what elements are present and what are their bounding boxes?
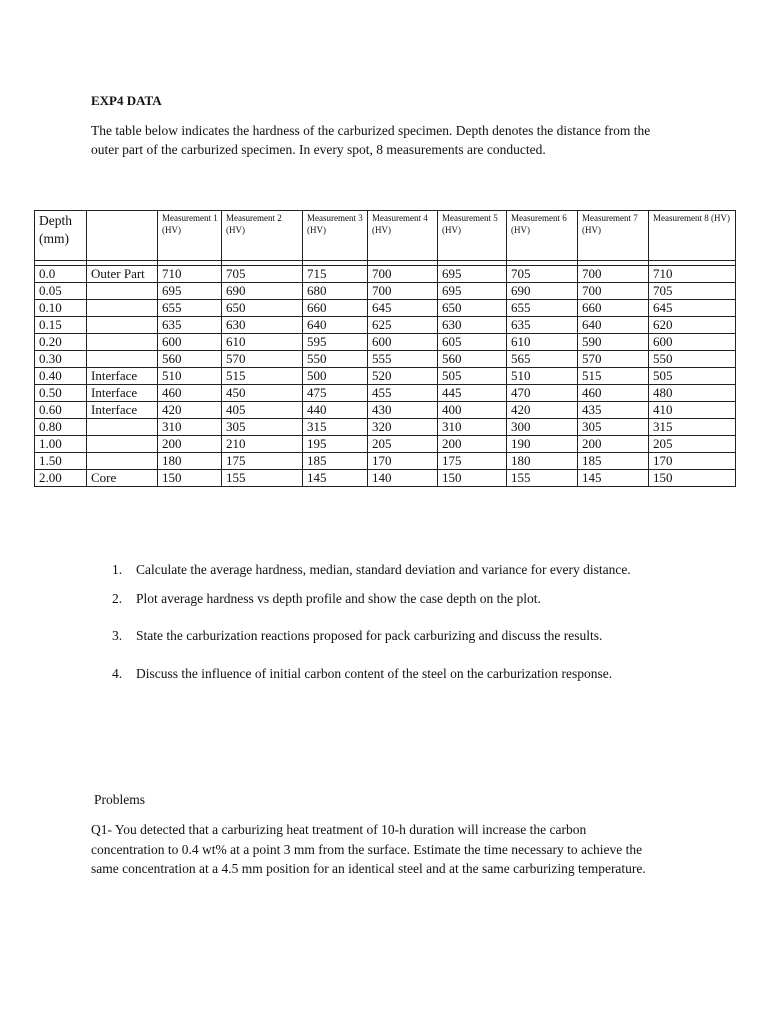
- table-cell: 660: [303, 300, 368, 317]
- table-row: [35, 351, 736, 368]
- table-cell: [87, 351, 158, 368]
- table-cell: 305: [222, 419, 303, 436]
- table-cell: 315: [649, 419, 736, 436]
- table-cell: 510: [507, 368, 578, 385]
- table-row: [35, 266, 736, 283]
- table-cell: Interface: [87, 402, 158, 419]
- column-header: Measurement 1 (HV): [158, 211, 222, 261]
- table-cell: 600: [158, 334, 222, 351]
- table-cell: 705: [507, 266, 578, 283]
- table-cell: 185: [578, 453, 649, 470]
- table-row: [35, 300, 736, 317]
- table-cell: 145: [303, 470, 368, 487]
- table-cell: 2.00: [35, 470, 87, 487]
- table-cell: 0.0: [35, 266, 87, 283]
- table-cell: 500: [303, 368, 368, 385]
- table-body: [35, 266, 736, 487]
- hardness-table: [34, 210, 736, 487]
- table-cell: 700: [578, 266, 649, 283]
- table-cell: 300: [507, 419, 578, 436]
- question-text: Plot average hardness vs depth profile and show the case depth on the plot.: [136, 591, 541, 606]
- table-cell: 0.10: [35, 300, 87, 317]
- table-cell: 200: [158, 436, 222, 453]
- table-cell: 655: [507, 300, 578, 317]
- table-cell: 0.30: [35, 351, 87, 368]
- table-cell: 560: [438, 351, 507, 368]
- table-cell: 630: [222, 317, 303, 334]
- table-cell: 480: [649, 385, 736, 402]
- column-header: Measurement 6 (HV): [507, 211, 578, 261]
- table-cell: 310: [438, 419, 507, 436]
- table-cell: 715: [303, 266, 368, 283]
- question-number: 2.: [112, 591, 123, 606]
- table-cell: 600: [368, 334, 438, 351]
- question-item: [109, 626, 679, 645]
- table-row: [35, 436, 736, 453]
- table-cell: 550: [303, 351, 368, 368]
- table-row: [35, 419, 736, 436]
- table-cell: 420: [507, 402, 578, 419]
- table-cell: 145: [578, 470, 649, 487]
- column-header: Measurement 2 (HV): [222, 211, 303, 261]
- table-cell: 0.20: [35, 334, 87, 351]
- table-cell: 0.05: [35, 283, 87, 300]
- table-cell: 150: [649, 470, 736, 487]
- table-row: [35, 317, 736, 334]
- table-cell: 700: [368, 266, 438, 283]
- table-cell: 550: [649, 351, 736, 368]
- table-cell: 680: [303, 283, 368, 300]
- table-cell: 695: [438, 283, 507, 300]
- table-row: [35, 283, 736, 300]
- table-cell: 690: [507, 283, 578, 300]
- table-cell: 640: [578, 317, 649, 334]
- table-cell: 700: [368, 283, 438, 300]
- table-cell: 410: [649, 402, 736, 419]
- table-cell: 450: [222, 385, 303, 402]
- table-cell: 470: [507, 385, 578, 402]
- intro-paragraph: The table below indicates the hardness of the carburized specimen. Depth denotes the distance from the outer part of the carburized specimen. In every spot, 8 measurements are conducted.: [91, 123, 651, 157]
- table-cell: 305: [578, 419, 649, 436]
- table-cell: 460: [578, 385, 649, 402]
- table-cell: 710: [649, 266, 736, 283]
- column-header: Measurement 8 (HV): [649, 211, 736, 261]
- table-cell: Core: [87, 470, 158, 487]
- table-header-row: [35, 211, 736, 261]
- table-cell: 690: [222, 283, 303, 300]
- table-row: [35, 368, 736, 385]
- table-cell: 420: [158, 402, 222, 419]
- problems-heading: Problems: [94, 792, 146, 807]
- table-cell: 430: [368, 402, 438, 419]
- table-cell: 570: [222, 351, 303, 368]
- table-cell: 475: [303, 385, 368, 402]
- table-cell: 0.60: [35, 402, 87, 419]
- document-title: EXP4 DATA: [91, 93, 162, 108]
- column-header: Measurement 4 (HV): [368, 211, 438, 261]
- table-cell: 700: [578, 283, 649, 300]
- table-cell: 205: [368, 436, 438, 453]
- table-cell: 0.15: [35, 317, 87, 334]
- table-cell: 190: [507, 436, 578, 453]
- table-cell: 650: [222, 300, 303, 317]
- table-cell: 175: [222, 453, 303, 470]
- column-header: Depth (mm): [35, 211, 87, 261]
- table-cell: 195: [303, 436, 368, 453]
- table-cell: 515: [578, 368, 649, 385]
- table-cell: 555: [368, 351, 438, 368]
- table-cell: 610: [507, 334, 578, 351]
- table-cell: 440: [303, 402, 368, 419]
- table-cell: 200: [578, 436, 649, 453]
- table-cell: 620: [649, 317, 736, 334]
- table-cell: 1.00: [35, 436, 87, 453]
- column-header: Measurement 3 (HV): [303, 211, 368, 261]
- table-cell: 660: [578, 300, 649, 317]
- table-cell: 635: [158, 317, 222, 334]
- table-cell: 705: [222, 266, 303, 283]
- table-cell: 695: [158, 283, 222, 300]
- table-cell: 175: [438, 453, 507, 470]
- table-cell: 520: [368, 368, 438, 385]
- table-row: [35, 453, 736, 470]
- table-cell: 630: [438, 317, 507, 334]
- table-cell: [87, 334, 158, 351]
- question-text: Discuss the influence of initial carbon content of the steel on the carburization response.: [136, 666, 613, 681]
- table-cell: 645: [649, 300, 736, 317]
- table-cell: 150: [438, 470, 507, 487]
- table-cell: Outer Part: [87, 266, 158, 283]
- table-cell: 180: [507, 453, 578, 470]
- table-cell: 1.50: [35, 453, 87, 470]
- table-cell: 455: [368, 385, 438, 402]
- table-row: [35, 470, 736, 487]
- table-cell: 315: [303, 419, 368, 436]
- question-item: [109, 589, 679, 608]
- table-cell: 140: [368, 470, 438, 487]
- question-list: [109, 560, 679, 683]
- table-cell: 505: [438, 368, 507, 385]
- problem-q1: Q1- You detected that a carburizing heat treatment of 10-h duration will increase the carbon concentration to 0.4 wt% at a point 3 mm from the surface. Estimate the time necessary to achieve the same concentration at a 4.5 mm position for an identical steel and at the same carburizing temperature.: [91, 822, 646, 876]
- table-cell: 505: [649, 368, 736, 385]
- table-cell: Interface: [87, 385, 158, 402]
- table-row: [35, 334, 736, 351]
- table-cell: [87, 419, 158, 436]
- question-number: 4.: [112, 666, 123, 681]
- question-number: 3.: [112, 628, 123, 643]
- table-cell: 180: [158, 453, 222, 470]
- table-cell: 570: [578, 351, 649, 368]
- table-row: [35, 402, 736, 419]
- column-header: Measurement 5 (HV): [438, 211, 507, 261]
- table-cell: 605: [438, 334, 507, 351]
- table-cell: 645: [368, 300, 438, 317]
- table-cell: 400: [438, 402, 507, 419]
- table-cell: 610: [222, 334, 303, 351]
- table-cell: Interface: [87, 368, 158, 385]
- question-text: State the carburization reactions proposed for pack carburizing and discuss the results.: [136, 628, 603, 643]
- table-cell: 445: [438, 385, 507, 402]
- table-cell: 405: [222, 402, 303, 419]
- table-cell: 460: [158, 385, 222, 402]
- table-cell: [87, 283, 158, 300]
- table-cell: 515: [222, 368, 303, 385]
- table-cell: 635: [507, 317, 578, 334]
- table-cell: 155: [222, 470, 303, 487]
- table-cell: 510: [158, 368, 222, 385]
- table-cell: 435: [578, 402, 649, 419]
- table-cell: 625: [368, 317, 438, 334]
- table-cell: [87, 436, 158, 453]
- table-cell: 155: [507, 470, 578, 487]
- table-cell: 0.80: [35, 419, 87, 436]
- table-cell: 650: [438, 300, 507, 317]
- question-number: 1.: [112, 562, 123, 577]
- table-cell: 200: [438, 436, 507, 453]
- table-cell: 600: [649, 334, 736, 351]
- column-header: Measurement 7 (HV): [578, 211, 649, 261]
- table-cell: 565: [507, 351, 578, 368]
- table-cell: 0.50: [35, 385, 87, 402]
- table-cell: 590: [578, 334, 649, 351]
- table-cell: 320: [368, 419, 438, 436]
- table-cell: 640: [303, 317, 368, 334]
- table-cell: 210: [222, 436, 303, 453]
- table-cell: 205: [649, 436, 736, 453]
- table-cell: 595: [303, 334, 368, 351]
- table-cell: 560: [158, 351, 222, 368]
- table-cell: 655: [158, 300, 222, 317]
- table-cell: 170: [368, 453, 438, 470]
- table-cell: 710: [158, 266, 222, 283]
- table-cell: 150: [158, 470, 222, 487]
- question-item: [109, 664, 679, 683]
- table-cell: 0.40: [35, 368, 87, 385]
- table-cell: 695: [438, 266, 507, 283]
- question-text: Calculate the average hardness, median, standard deviation and variance for every distance.: [136, 562, 631, 577]
- table-cell: [87, 300, 158, 317]
- question-item: [109, 560, 679, 579]
- table-cell: [87, 453, 158, 470]
- column-header: [87, 211, 158, 261]
- table-cell: 185: [303, 453, 368, 470]
- table-cell: 170: [649, 453, 736, 470]
- table-row: [35, 385, 736, 402]
- table-cell: 705: [649, 283, 736, 300]
- table-cell: [87, 317, 158, 334]
- table-cell: 310: [158, 419, 222, 436]
